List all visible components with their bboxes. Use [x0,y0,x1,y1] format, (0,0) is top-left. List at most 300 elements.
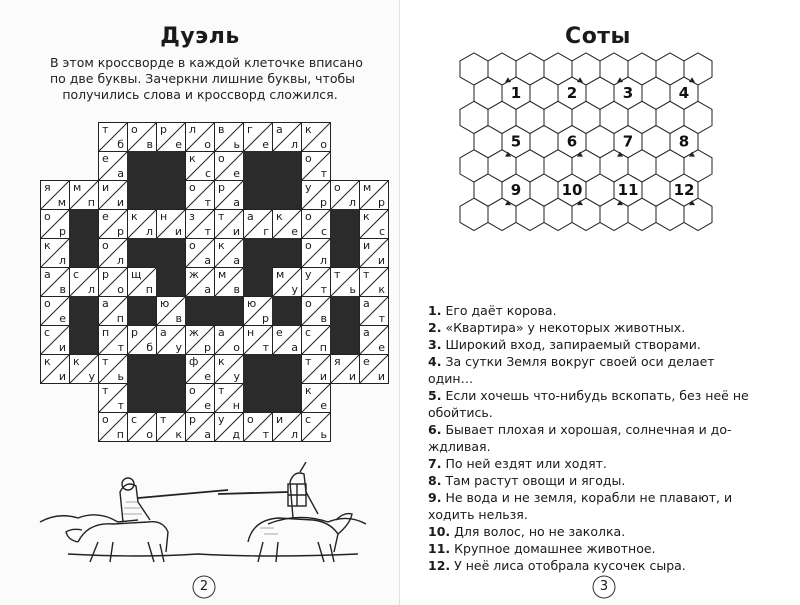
black-cell [69,209,99,239]
crossword-cell[interactable] [214,325,244,355]
page-number-left-text: 2 [199,579,209,594]
cell-letter-top: л [189,123,197,136]
crossword-cell[interactable] [185,180,215,210]
cell-letter-top: т [363,268,370,281]
clue-number: 7. [428,456,442,471]
crossword-cell[interactable] [301,354,331,384]
cell-letter-top: о [102,413,109,426]
hex-number-label: 9 [510,181,522,200]
cell-letter-bottom: и [174,225,182,238]
cell-letter-bottom: е [175,138,182,151]
cell-letter-bottom: е [378,341,385,354]
cell-letter-bottom: л [116,254,124,267]
black-cell [127,383,157,413]
hex-number-label: 5 [510,132,522,151]
clue-text: Крупное домашнее животное. [454,541,656,556]
crossword-cell[interactable] [359,267,389,297]
crossword-cell[interactable] [301,122,331,152]
crossword-cell[interactable] [272,267,302,297]
crossword-cell[interactable] [98,122,128,152]
crossword-cell[interactable] [156,412,186,442]
cell-letter-bottom: и [116,196,124,209]
cell-letter-bottom: л [290,138,298,151]
cell-letter-top: к [305,123,312,136]
crossword-cell[interactable] [214,267,244,297]
cell-letter-bottom: н [232,399,240,412]
cell-letter-bottom: в [175,312,182,325]
crossword-cell[interactable] [98,383,128,413]
black-cell [127,180,157,210]
crossword-cell[interactable] [243,122,273,152]
cell-letter-bottom: в [146,138,153,151]
crossword-cell[interactable] [40,354,70,384]
cell-letter-bottom: т [262,341,269,354]
cell-letter-bottom: в [233,283,240,296]
cell-letter-bottom: к [378,283,385,296]
crossword-cell[interactable] [272,325,302,355]
cell-letter-bottom: в [320,312,327,325]
cell-letter-bottom: л [87,283,95,296]
crossword-cell[interactable] [98,412,128,442]
crossword-cell[interactable] [330,267,360,297]
cell-letter-top: ж [189,326,199,339]
hex-number-label: 8 [678,132,690,151]
hex-number-label: 10 [561,181,583,200]
crossword-cell[interactable] [185,122,215,152]
cell-letter-bottom: о [320,138,327,151]
cell-letter-bottom: о [204,138,211,151]
cell-letter-bottom: ь [349,283,356,296]
black-cell [243,354,273,384]
cell-letter-bottom: у [233,370,240,383]
clue-item [428,336,770,353]
crossword-cell[interactable] [98,354,128,384]
cell-letter-bottom: е [291,225,298,238]
cell-letter-top: с [73,268,80,281]
cell-letter-bottom: т [262,428,269,441]
cell-letter-top: р [218,181,225,194]
cell-letter-bottom: б [146,341,153,354]
crossword-cell[interactable] [156,296,186,326]
crossword-cell[interactable] [330,180,360,210]
crossword-cell[interactable] [69,267,99,297]
cell-letter-bottom: л [348,196,356,209]
cell-letter-top: а [44,268,51,281]
cell-letter-bottom: а [204,283,211,296]
crossword-cell[interactable] [98,238,128,268]
cell-letter-top: т [160,413,167,426]
crossword-cell[interactable] [69,180,99,210]
cell-letter-top: к [305,384,312,397]
crossword-cell[interactable] [69,354,99,384]
crossword-cell[interactable] [214,180,244,210]
cell-letter-top: т [218,384,225,397]
clue-item [428,421,770,438]
cell-letter-bottom: т [117,399,124,412]
crossword-cell[interactable] [301,151,331,181]
cell-letter-top: г [247,123,253,136]
cell-letter-bottom: а [117,167,124,180]
cell-letter-top: т [102,355,109,368]
cell-letter-top: е [102,152,109,165]
clue-number: 12. [428,558,451,573]
clue-text: Широкий вход, запираемый створами. [445,337,701,352]
cell-letter-bottom: ь [320,428,327,441]
crossword-cell[interactable] [243,325,273,355]
cell-letter-top: н [247,326,255,339]
black-cell [156,354,186,384]
cell-letter-top: т [102,123,109,136]
clue-item [428,319,770,336]
cell-letter-bottom: и [58,370,66,383]
cell-letter-bottom: р [117,225,124,238]
crossword-cell[interactable] [185,412,215,442]
crossword-cell[interactable] [127,122,157,152]
cell-letter-top: з [189,210,195,223]
hex-number-label: 7 [622,132,634,151]
cell-letter-bottom: и [319,370,327,383]
clue-text: По ней ездят или ходят. [445,456,607,471]
crossword-cell[interactable] [185,383,215,413]
clue-item [428,557,770,574]
cell-letter-top: с [44,326,51,339]
black-cell [272,180,302,210]
clue-item [428,438,770,455]
crossword-cell[interactable] [40,238,70,268]
clue-list [428,302,770,574]
clue-text: один… [428,371,474,386]
crossword-cell[interactable] [40,180,70,210]
cell-letter-bottom: у [291,283,298,296]
cell-letter-bottom: е [320,399,327,412]
crossword-cell[interactable] [98,325,128,355]
cell-letter-bottom: ь [233,138,240,151]
cell-letter-top: у [218,413,225,426]
crossword-cell[interactable] [185,267,215,297]
crossword-cell[interactable] [301,383,331,413]
cell-letter-top: а [102,297,109,310]
crossword-cell[interactable] [243,412,273,442]
black-cell [330,238,360,268]
cell-letter-bottom: е [233,167,240,180]
crossword-cell[interactable] [214,354,244,384]
cell-letter-top: а [276,123,283,136]
cell-letter-top: с [305,413,312,426]
page-title-duel: Дуэль [160,24,240,49]
cell-letter-top: е [276,326,283,339]
cell-letter-top: р [189,413,196,426]
crossword-cell[interactable] [359,209,389,239]
cell-letter-top: о [189,239,196,252]
crossword-cell[interactable] [359,180,389,210]
cell-letter-top: о [334,181,341,194]
black-cell [156,383,186,413]
cell-letter-top: е [363,355,370,368]
instructions-line: В этом кроссворде в каждой клеточке вписано [50,55,363,70]
crossword-cell[interactable] [40,325,70,355]
page-number-left [192,575,216,599]
crossword-cell[interactable] [272,122,302,152]
cell-letter-top: о [189,181,196,194]
cell-letter-bottom: т [204,225,211,238]
honeycomb-grid [458,52,738,280]
clue-text: Бывает плохая и хорошая, солнечная и до- [445,422,732,437]
clue-number: 6. [428,422,442,437]
cell-letter-top: м [73,181,82,194]
clue-item [428,506,770,523]
cell-letter-top: я [334,355,341,368]
crossword-cell[interactable] [272,412,302,442]
crossword-cell[interactable] [214,238,244,268]
cell-letter-top: к [218,239,225,252]
cell-letter-top: а [247,210,254,223]
cell-letter-top: ф [189,355,199,368]
clue-item [428,370,770,387]
black-cell [185,296,215,326]
crossword-cell[interactable] [98,296,128,326]
cell-letter-bottom: т [320,167,327,180]
cell-letter-top: т [218,210,225,223]
hex-number-label: 1 [510,84,522,103]
cell-letter-top: а [218,326,225,339]
crossword-cell[interactable] [243,296,273,326]
cell-letter-top: к [189,152,196,165]
cell-letter-bottom: а [233,196,240,209]
clue-text: ходить нельзя. [428,507,528,522]
crossword-cell[interactable] [40,209,70,239]
cell-letter-bottom: б [117,138,124,151]
crossword-cell[interactable] [98,267,128,297]
cell-letter-top: н [160,210,168,223]
cell-letter-bottom: и [377,370,385,383]
hex-number-label: 6 [566,132,578,151]
cell-letter-top: р [131,326,138,339]
hex-number-label: 12 [673,181,695,200]
cell-letter-bottom: т [117,341,124,354]
clue-item [428,489,770,506]
crossword-cell[interactable] [156,122,186,152]
crossword-cell[interactable] [98,209,128,239]
cell-letter-bottom: о [233,341,240,354]
cell-letter-top: п [102,326,110,339]
cell-letter-top: к [218,355,225,368]
black-cell [156,180,186,210]
cell-letter-top: м [363,181,372,194]
cell-letter-bottom: п [87,196,95,209]
black-cell [127,151,157,181]
crossword-cell[interactable] [214,151,244,181]
cell-letter-top: о [189,384,196,397]
crossword-cell[interactable] [359,325,389,355]
cell-letter-bottom: п [116,428,124,441]
crossword-cell[interactable] [185,354,215,384]
cell-letter-top: у [305,181,312,194]
cell-letter-bottom: с [320,225,327,238]
cell-letter-top: о [305,239,312,252]
cell-letter-bottom: п [145,283,153,296]
cell-letter-top: а [363,297,370,310]
cell-letter-top: я [44,181,51,194]
crossword-cell[interactable] [156,209,186,239]
cell-letter-top: с [131,413,138,426]
cell-letter-top: т [334,268,341,281]
clue-number: 3. [428,337,442,352]
cell-letter-top: а [363,326,370,339]
cell-letter-bottom: о [146,428,153,441]
cell-letter-bottom: г [263,225,269,238]
cell-letter-top: ю [247,297,257,310]
cell-letter-bottom: р [378,196,385,209]
cell-letter-bottom: о [117,283,124,296]
cell-letter-bottom: т [204,196,211,209]
black-cell [243,238,273,268]
cell-letter-bottom: л [58,254,66,267]
crossword-cell[interactable] [185,238,215,268]
crossword-cell[interactable] [301,267,331,297]
crossword-cell[interactable] [272,209,302,239]
cell-letter-bottom: т [320,283,327,296]
cell-letter-top: к [44,355,51,368]
clue-text: Его даёт корова. [445,303,557,318]
cell-letter-top: о [102,239,109,252]
page-number-right [592,575,616,599]
cell-letter-top: ж [189,268,199,281]
clue-item [428,404,770,421]
black-cell [330,209,360,239]
clue-text: Если хочешь что-нибудь вскопать, без неё не [445,388,749,403]
clue-text: У неё лиса отобрала кусочек сыра. [454,558,686,573]
clue-text: Для волос, но не заколка. [454,524,626,539]
black-cell [272,151,302,181]
crossword-cell[interactable] [127,209,157,239]
clue-number: 1. [428,303,442,318]
crossword-cell[interactable] [127,267,157,297]
clue-item [428,540,770,557]
cell-letter-top: о [44,297,51,310]
cell-letter-top: о [131,123,138,136]
cell-letter-top: к [73,355,80,368]
crossword-cell[interactable] [301,238,331,268]
cell-letter-top: у [305,268,312,281]
crossword-cell[interactable] [127,325,157,355]
crossword-cell[interactable] [214,209,244,239]
cell-letter-bottom: с [204,167,211,180]
cell-letter-bottom: в [59,283,66,296]
black-cell [243,383,273,413]
cell-letter-bottom: р [262,312,269,325]
clue-text: За сутки Земля вокруг своей оси делает [445,354,715,369]
cell-letter-top: и [102,181,110,194]
cell-letter-bottom: л [290,428,298,441]
cell-letter-bottom: с [378,225,385,238]
cell-letter-bottom: и [58,341,66,354]
crossword-cell[interactable] [301,325,331,355]
cell-letter-top: т [102,384,109,397]
cell-letter-top: а [160,326,167,339]
cell-letter-top: о [247,413,254,426]
cell-letter-bottom: к [175,428,182,441]
hex-number-label: 2 [566,84,578,103]
crossword-cell[interactable] [185,325,215,355]
black-cell [243,267,273,297]
black-cell [156,267,186,297]
crossword-cell[interactable] [98,151,128,181]
clue-item [428,472,770,489]
cell-letter-bottom: п [116,312,124,325]
crossword-cell[interactable] [156,325,186,355]
crossword-cell[interactable] [359,238,389,268]
black-cell [272,354,302,384]
cell-letter-top: о [44,210,51,223]
cell-letter-bottom: и [232,225,240,238]
crossword-cell[interactable] [359,296,389,326]
black-cell [330,325,360,355]
cell-letter-bottom: л [319,254,327,267]
crossword-cell[interactable] [98,180,128,210]
crossword-cell[interactable] [214,412,244,442]
crossword-cell[interactable] [301,209,331,239]
cell-letter-bottom: р [320,196,327,209]
cell-letter-bottom: е [59,312,66,325]
black-cell [156,238,186,268]
black-cell [127,238,157,268]
cell-letter-top: т [305,355,312,368]
black-cell [243,180,273,210]
black-cell [156,151,186,181]
hex-number-label: 3 [622,84,634,103]
crossword-cell[interactable] [243,209,273,239]
crossword-cell[interactable] [330,354,360,384]
cell-letter-top: и [363,239,371,252]
clue-text: Там растут овощи и ягоды. [445,473,626,488]
cell-letter-bottom: и [348,370,356,383]
cell-letter-top: ю [160,297,170,310]
crossword-cell[interactable] [185,209,215,239]
cell-letter-bottom: а [204,428,211,441]
cell-letter-top: р [102,268,109,281]
clue-number: 9. [428,490,442,505]
crossword-cell[interactable] [127,412,157,442]
cell-letter-bottom: л [145,225,153,238]
clue-item [428,302,770,319]
black-cell [127,296,157,326]
crossword-cell[interactable] [359,354,389,384]
crossword-cell[interactable] [214,383,244,413]
cell-letter-top: о [305,297,312,310]
black-cell [69,238,99,268]
crossword-cell[interactable] [40,296,70,326]
cell-letter-bottom: е [262,138,269,151]
cell-letter-top: к [44,239,51,252]
crossword-cell[interactable] [40,267,70,297]
instructions-line: по две буквы. Зачеркни лишние буквы, чтобы [50,71,356,86]
black-cell [127,354,157,384]
cell-letter-top: е [102,210,109,223]
cell-letter-top: м [218,268,227,281]
cell-letter-bottom: т [378,312,385,325]
crossword-cell[interactable] [301,412,331,442]
crossword-cell[interactable] [214,122,244,152]
crossword-cell[interactable] [301,180,331,210]
cell-letter-top: к [363,210,370,223]
crossword-cell[interactable] [185,151,215,181]
clue-text: Не вода и не земля, корабли не плавают, и [445,490,733,505]
clue-number: 4. [428,354,442,369]
cell-letter-bottom: а [291,341,298,354]
clue-number: 10. [428,524,451,539]
black-cell [214,296,244,326]
crossword-cell[interactable] [301,296,331,326]
